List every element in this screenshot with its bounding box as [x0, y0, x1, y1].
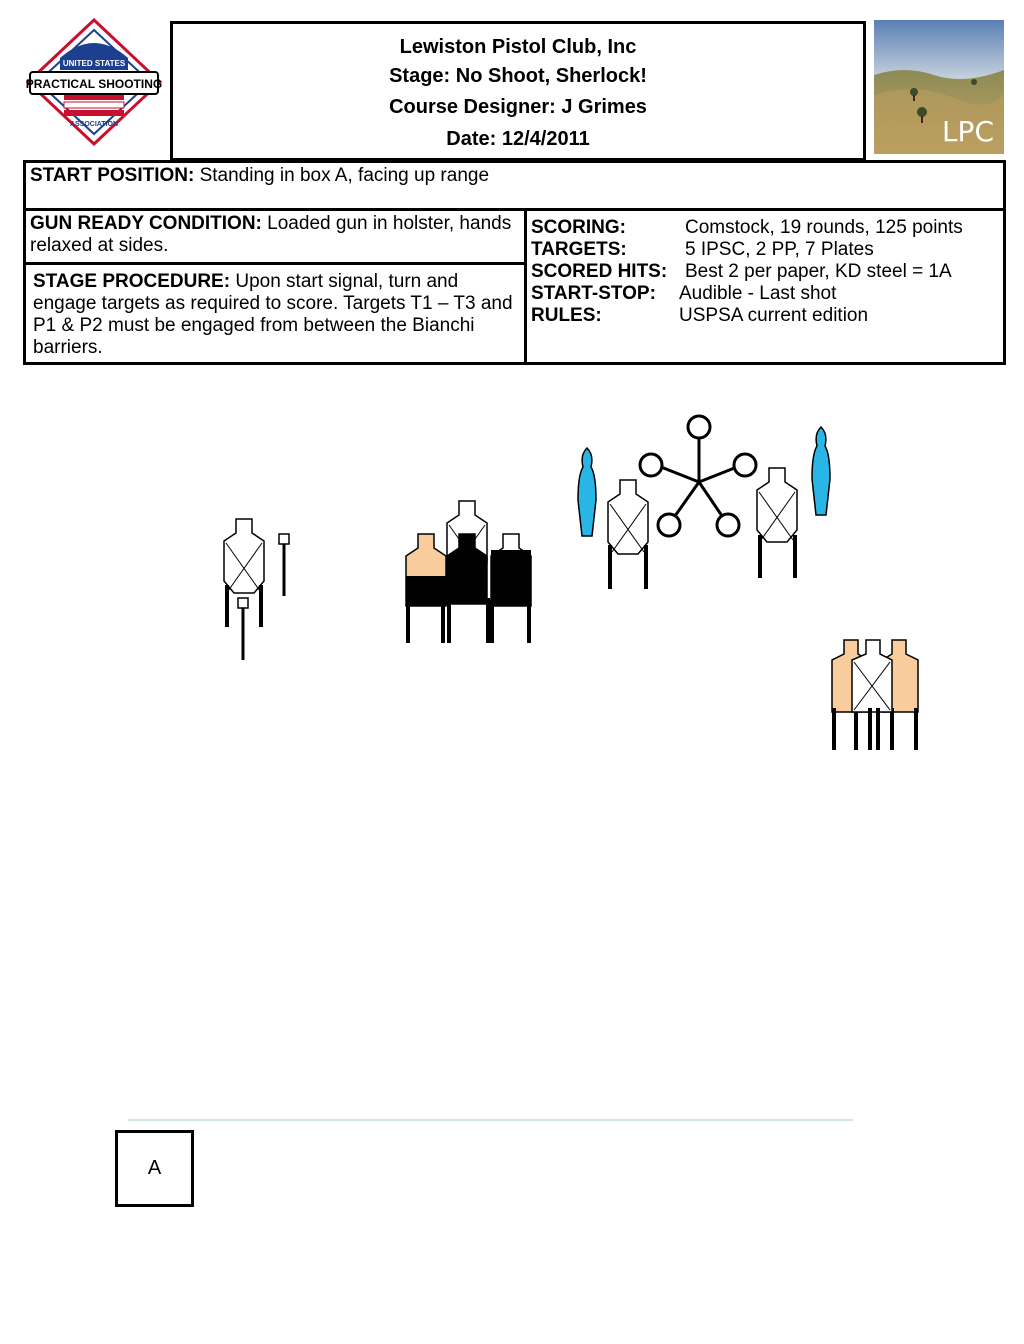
- steel-plate-left-2: [238, 598, 248, 660]
- target-ipsc-t-left: [608, 480, 648, 589]
- noshoot-hardcover-middle-left: [406, 534, 446, 643]
- rules-key: RULES:: [531, 305, 602, 326]
- start-position-text: Standing in box A, facing up range: [199, 165, 490, 186]
- photo-caption: LPC: [941, 115, 994, 148]
- target-hardcover-middle-right: [491, 534, 531, 643]
- scoring-key: SCORING:: [531, 217, 626, 238]
- targets-value: 5 IPSC, 2 PP, 7 Plates: [685, 239, 874, 260]
- steel-plate-left-1: [279, 534, 289, 596]
- start-box-a: [115, 1130, 194, 1207]
- scoring-value: Comstock, 19 rounds, 125 points: [685, 217, 963, 238]
- logo-text-top: UNITED STATES: [62, 59, 126, 68]
- target-ipsc-t-right: [757, 468, 797, 578]
- gun-ready-label: GUN READY CONDITION:: [30, 213, 262, 234]
- stage-date: Date: 12/4/2011: [446, 128, 590, 150]
- stage-procedure-text: Upon start signal, turn and engage targets as required to score. Targets T1 – T3 and P1 & P2 must be engaged from between the Bianchi barriers.: [33, 271, 513, 358]
- club-name: Lewiston Pistol Club, Inc: [399, 36, 637, 58]
- start-box-label: A: [147, 1157, 162, 1179]
- rules-value: USPSA current edition: [679, 305, 869, 326]
- stage-procedure-label: STAGE PROCEDURE:: [33, 271, 231, 292]
- course-designer: Course Designer: J Grimes: [389, 96, 647, 118]
- start-stop-value: Audible - Last shot: [679, 283, 837, 304]
- logo-text-bottom: ASSOCIATION: [69, 121, 119, 128]
- targets-key: TARGETS:: [531, 239, 627, 260]
- logo-text-middle: PRACTICAL SHOOTING: [25, 77, 163, 91]
- start-stop-key: START-STOP:: [531, 283, 656, 304]
- start-position-label: START POSITION:: [30, 165, 195, 186]
- scored-hits-value: Best 2 per paper, KD steel = 1A: [685, 261, 952, 282]
- stage-name: Stage: No Shoot, Sherlock!: [389, 65, 647, 87]
- pepper-popper-p2: [812, 427, 830, 515]
- plate-tree: [640, 416, 756, 536]
- gun-ready-text: Loaded gun in holster, hands relaxed at sides.: [30, 213, 512, 256]
- pepper-popper-p1: [578, 448, 596, 536]
- scored-hits-key: SCORED HITS:: [531, 261, 668, 282]
